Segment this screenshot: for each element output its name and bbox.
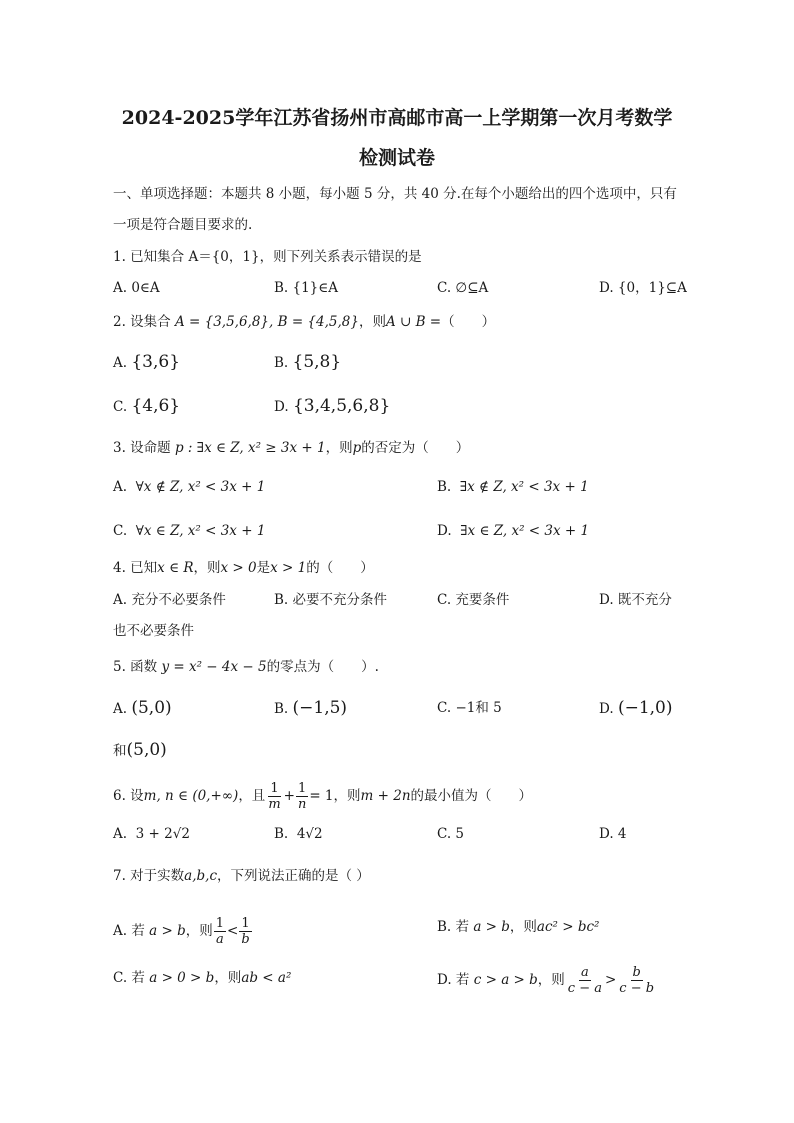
question-7-option-b — [437, 917, 599, 937]
question-5-option-c — [437, 698, 502, 718]
question-3-option-a — [113, 477, 265, 497]
question-3-stem-suffix: 的否定为（ ） — [361, 440, 470, 456]
less-than-sign: < — [227, 923, 239, 939]
option-math: (−1,5) — [292, 698, 348, 718]
option-label: D. — [599, 701, 614, 717]
question-4-option-c: C. 充要条件 — [437, 592, 510, 608]
option-math: a > 0 > b — [149, 970, 215, 986]
option-label: D. — [437, 523, 452, 539]
question-3-option-b — [437, 477, 589, 497]
question-7-option-d — [437, 965, 657, 996]
page-title: 2024-2025学年江苏省扬州市高邮市高一上学期第一次月考数学 — [121, 107, 673, 129]
question-4-stem-math1: x ∈ R — [157, 560, 194, 576]
question-6-stem-text1: ，且 — [238, 788, 266, 804]
greater-than-sign: > — [604, 972, 617, 988]
question-4-stem-prefix: 4. 已知 — [113, 560, 158, 576]
question-2-stem-math: A = {3,5,6,8}, B = {4,5,8} — [174, 314, 359, 330]
question-6-option-b — [274, 824, 323, 844]
question-2-option-d — [274, 396, 390, 417]
option-math: (5,0) — [131, 698, 172, 718]
option-text: ，则 — [509, 919, 537, 935]
option-label: D. 若 — [437, 972, 470, 988]
question-7-option-a — [113, 916, 253, 947]
option-label: B. — [437, 479, 452, 495]
page-title-line2: 检测试卷 — [358, 147, 435, 169]
option-math: 4√2 — [296, 826, 323, 842]
fraction-denominator: n — [297, 797, 307, 812]
option-math: ∃x ∉ Z, x² < 3x + 1 — [459, 479, 589, 495]
option-math: ∃x ∈ Z, x² < 3x + 1 — [460, 523, 590, 539]
fraction-numerator: b — [632, 965, 641, 980]
fraction-numerator: 1 — [215, 916, 225, 931]
question-4-option-d: D. 既不充分 — [599, 592, 672, 608]
question-6-stem — [113, 781, 532, 812]
question-2-stem — [113, 312, 495, 332]
fraction-1-over-m — [266, 781, 282, 812]
option-text: ，则 — [185, 923, 213, 939]
question-6-option-a — [113, 824, 190, 844]
question-4-stem-text2: 是 — [256, 560, 271, 576]
question-6-option-d: D. 4 — [599, 826, 627, 842]
option-math: {3,6} — [131, 352, 181, 372]
option-math: ∀x ∉ Z, x² < 3x + 1 — [135, 479, 266, 495]
question-3-option-c — [113, 521, 265, 541]
question-1-option-c: C. ∅⊆A — [437, 280, 489, 296]
question-4-option-d-cont: 也不必要条件 — [113, 623, 194, 639]
option-math: {3,4,5,6,8} — [292, 396, 391, 416]
question-1-option-a: A. 0∈A — [113, 280, 160, 296]
question-4-stem-math3: x > 1 — [270, 560, 307, 576]
option-math: {4,6} — [131, 396, 181, 416]
question-1-option-d: D. {0，1}⊆A — [599, 280, 687, 296]
option-text: ，则 — [214, 970, 242, 986]
question-5-stem-math: y = x² − 4x − 5 — [161, 659, 267, 675]
question-2-option-a — [113, 352, 180, 373]
question-5-option-d — [599, 698, 672, 719]
question-5-stem — [113, 657, 379, 677]
question-7-stem-prefix: 7. 对于实数 — [113, 868, 185, 884]
question-2-option-c — [113, 396, 180, 417]
option-label: C. 若 — [113, 970, 145, 986]
question-3-stem-math: p : ∃x ∈ Z, x² ≥ 3x + 1 — [174, 440, 326, 456]
question-2-stem-math2: A ∪ B = — [385, 314, 442, 330]
question-6-stem-text2: ，则 — [333, 788, 361, 804]
question-5-option-b — [274, 698, 347, 719]
question-7-stem — [113, 866, 370, 886]
question-2-stem-suffix: （ ） — [441, 314, 496, 330]
fraction-denominator: c − b — [619, 981, 655, 996]
fraction-denominator: b — [241, 932, 250, 947]
question-3-stem — [113, 438, 469, 458]
question-1-option-b: B. {1}∈A — [274, 280, 339, 296]
question-6-stem-math2: m + 2n — [360, 788, 411, 804]
option-text: ，则 — [537, 972, 565, 988]
option-label: C. — [437, 700, 452, 716]
option-math: 3 + 2√2 — [135, 826, 190, 842]
option-math: {5,8} — [292, 352, 342, 372]
question-2-stem-mid: ，则 — [358, 314, 386, 330]
option-label: B. 若 — [437, 919, 470, 935]
question-4-option-a: A. 充分不必要条件 — [113, 592, 226, 608]
option-label: C. — [113, 523, 128, 539]
fraction-numerator: 1 — [270, 781, 279, 796]
question-4-stem-text3: 的（ ） — [306, 560, 374, 576]
question-5-stem-prefix: 5. 函数 — [113, 659, 158, 675]
option-label: A. — [113, 701, 128, 717]
question-6-option-c: C. 5 — [437, 826, 465, 842]
option-math-2: ab < a² — [241, 970, 292, 986]
option-math: −1和 5 — [455, 700, 502, 716]
option-math: ∀x ∈ Z, x² < 3x + 1 — [135, 523, 266, 539]
fraction-a-over-c-minus-a — [566, 965, 604, 996]
question-2-option-b — [274, 352, 341, 373]
question-3-option-d — [437, 521, 589, 541]
question-6-stem-suffix: 的最小值为（ ） — [410, 788, 533, 804]
question-4-option-b: B. 必要不充分条件 — [274, 592, 388, 608]
option-math: (−1,0) — [617, 698, 673, 718]
section-instructions-cont: 一项是符合题目要求的. — [113, 217, 253, 233]
fraction-numerator: 1 — [241, 916, 250, 931]
question-4-stem — [113, 558, 374, 578]
fraction-denominator: c − a — [567, 981, 602, 996]
fraction-numerator: 1 — [298, 781, 307, 796]
question-7-stem-math: a,b,c — [184, 868, 218, 884]
question-6-stem-prefix: 6. 设 — [113, 788, 144, 804]
option-math: (5,0) — [126, 740, 167, 760]
question-7-option-c — [113, 968, 291, 988]
question-5-option-d-cont — [113, 740, 167, 761]
option-label: A. — [113, 355, 128, 371]
fraction-denominator: m — [268, 797, 281, 812]
option-math: a > b — [149, 923, 186, 939]
option-text: 和 — [113, 743, 127, 759]
question-4-stem-math2: x > 0 — [220, 560, 257, 576]
option-math-2: ac² > bc² — [536, 919, 600, 935]
fraction-numerator: a — [581, 965, 589, 980]
fraction-1-over-a — [214, 916, 226, 947]
question-4-stem-text1: ，则 — [193, 560, 221, 576]
fraction-1-over-b — [239, 916, 251, 947]
question-2-stem-prefix: 2. 设集合 — [113, 314, 171, 330]
option-math: c > a > b — [473, 972, 538, 988]
question-6-stem-math: m, n ∈ (0,+∞) — [143, 788, 239, 804]
question-1-stem: 1. 已知集合 A＝{0，1}，则下列关系表示错误的是 — [113, 249, 422, 265]
question-5-stem-suffix: 的零点为（ ）. — [266, 659, 379, 675]
question-3-stem-mid: ，则 — [325, 440, 353, 456]
fraction-b-over-c-minus-b — [617, 965, 656, 996]
question-7-stem-suffix: ，下列说法正确的是（ ） — [217, 868, 370, 884]
option-label: B. — [274, 701, 289, 717]
plus-sign: + — [283, 788, 295, 804]
question-5-option-a — [113, 698, 172, 719]
option-label: A. 若 — [113, 923, 145, 939]
option-label: B. — [274, 355, 289, 371]
option-label: B. — [274, 826, 289, 842]
fraction-1-over-n — [296, 781, 308, 812]
option-label: D. — [274, 399, 289, 415]
option-label: A. — [113, 479, 128, 495]
equals-one: = 1 — [309, 788, 334, 804]
section-instructions: 一、单项选择题：本题共 8 小题，每小题 5 分，共 40 分.在每个小题给出的四个选项中，只有 — [113, 186, 677, 202]
option-math: a > b — [473, 919, 510, 935]
option-label: A. — [113, 826, 128, 842]
option-label: C. — [113, 399, 128, 415]
fraction-denominator: a — [215, 932, 224, 947]
question-3-stem-p: p — [352, 440, 362, 456]
question-3-stem-prefix: 3. 设命题 — [113, 440, 171, 456]
